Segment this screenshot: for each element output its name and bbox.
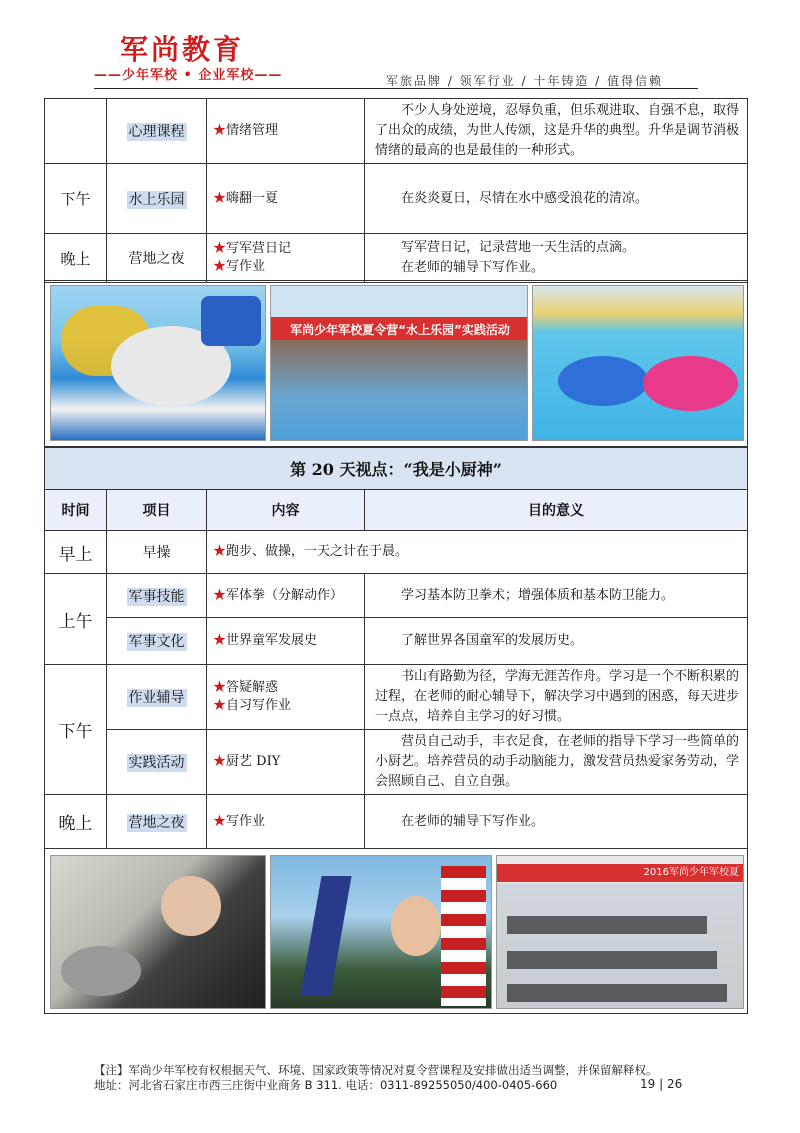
project-cell: 早操 [107,531,207,574]
time-cell: 晚上 [45,234,107,283]
photo-cooking-class [50,855,266,1009]
header-divider [94,88,698,89]
footer-address: 地址：河北省石家庄市西三庄街中业商务 B 311. 电话：0311-89255050/400-0405-660 [94,1078,558,1092]
content-cell: ★答疑解惑 ★自习写作业 [207,665,365,730]
content-cell: ★写军营日记 ★写作业 [207,234,365,283]
purpose-cell: 不少人身处逆境，忍辱负重，但乐观进取、自强不息，取得了出众的成绩，为世人传颂，这是升华的典型。升华是调节消极情绪的最高的也是最佳的一种形式。 [365,99,748,164]
table-row [45,618,748,665]
photo-strip-day20 [44,848,748,1014]
table-title-row [45,448,748,490]
table-row [45,164,748,234]
table-row [45,574,748,618]
photo-scouts-flags [270,855,492,1009]
content-cell: ★情绪管理 [207,99,365,164]
table-row [45,730,748,795]
purpose-cell: 在炎炎夏日，尽情在水中感受浪花的清凉。 [365,164,748,234]
time-cell [45,99,107,164]
time-cell: 上午 [45,574,107,665]
time-cell: 晚上 [45,795,107,849]
purpose-cell: 了解世界各国童军的发展历史。 [365,618,748,665]
content-cell: ★军体拳（分解动作） [207,574,365,618]
content-cell: ★厨艺 DIY [207,730,365,795]
table-row [45,234,748,283]
project-cell: 水上乐园 [107,164,207,234]
brand-logo-text: 军尚教育 [120,33,245,66]
brand-subtitle: ——少年军校 • 企业军校—— [94,68,283,83]
time-cell: 下午 [45,164,107,234]
project-cell: 军事文化 [107,618,207,665]
content-cell: ★写作业 [207,795,365,849]
purpose-cell: 营员自己动手，丰衣足食，在老师的指导下学习一些简单的小厨艺。培养营员的动手动脑能力，激发营员热爱家务劳动，学会照顾自己、自立自强。 [365,730,748,795]
project-cell: 作业辅导 [107,665,207,730]
project-cell: 心理课程 [107,99,207,164]
header-time: 时间 [45,490,107,531]
photo-group-water-park-banner: 军尚少年军校夏令营“水上乐园”实践活动 [270,285,528,441]
project-cell: 营地之夜 [107,795,207,849]
header-tagline: 军旅品牌 / 领军行业 / 十年铸造 / 值得信赖 [386,74,664,88]
day-title: 第 20 天视点：“我是小厨神” [45,448,748,490]
purpose-cell: 书山有路勤为径，学海无涯苦作舟。学习是一个不断积累的过程，在老师的耐心辅导下，解决学习中遇到的困惑，每天进步一点点，培养自主学习的好习惯。 [365,665,748,730]
table-row [45,531,748,574]
header-purpose: 目的意义 [365,490,748,531]
schedule-table-day19 [44,98,748,283]
header-project: 项目 [107,490,207,531]
footer-note: 【注】军尚少年军校有权根据天气、环境、国家政策等情况对夏令营课程及安排做出适当调整，并保留解释权。 [94,1063,658,1077]
project-cell: 实践活动 [107,730,207,795]
schedule-table-day20 [44,447,748,849]
time-cell: 下午 [45,665,107,795]
table-header-row [45,490,748,531]
page-number: 19 | 26 [640,1077,683,1091]
table-row [45,99,748,164]
content-cell: ★跑步、做操，一天之计在于晨。 [207,531,748,574]
table-row [45,795,748,849]
content-cell: ★嗨翻一夏 [207,164,365,234]
photo-strip-water-park [44,280,748,447]
project-cell: 军事技能 [107,574,207,618]
header-content: 内容 [207,490,365,531]
purpose-cell: 学习基本防卫拳术；增强体质和基本防卫能力。 [365,574,748,618]
table-row [45,665,748,730]
photo-classroom-study: 2016军尚少年军校夏 [496,855,744,1009]
photo-water-slide-kids [50,285,266,441]
photo-bumper-boats [532,285,744,441]
purpose-cell: 在老师的辅导下写作业。 [365,795,748,849]
time-cell: 早上 [45,531,107,574]
purpose-cell: 写军营日记，记录营地一天生活的点滴。 在老师的辅导下写作业。 [365,234,748,283]
project-cell: 营地之夜 [107,234,207,283]
content-cell: ★世界童军发展史 [207,618,365,665]
